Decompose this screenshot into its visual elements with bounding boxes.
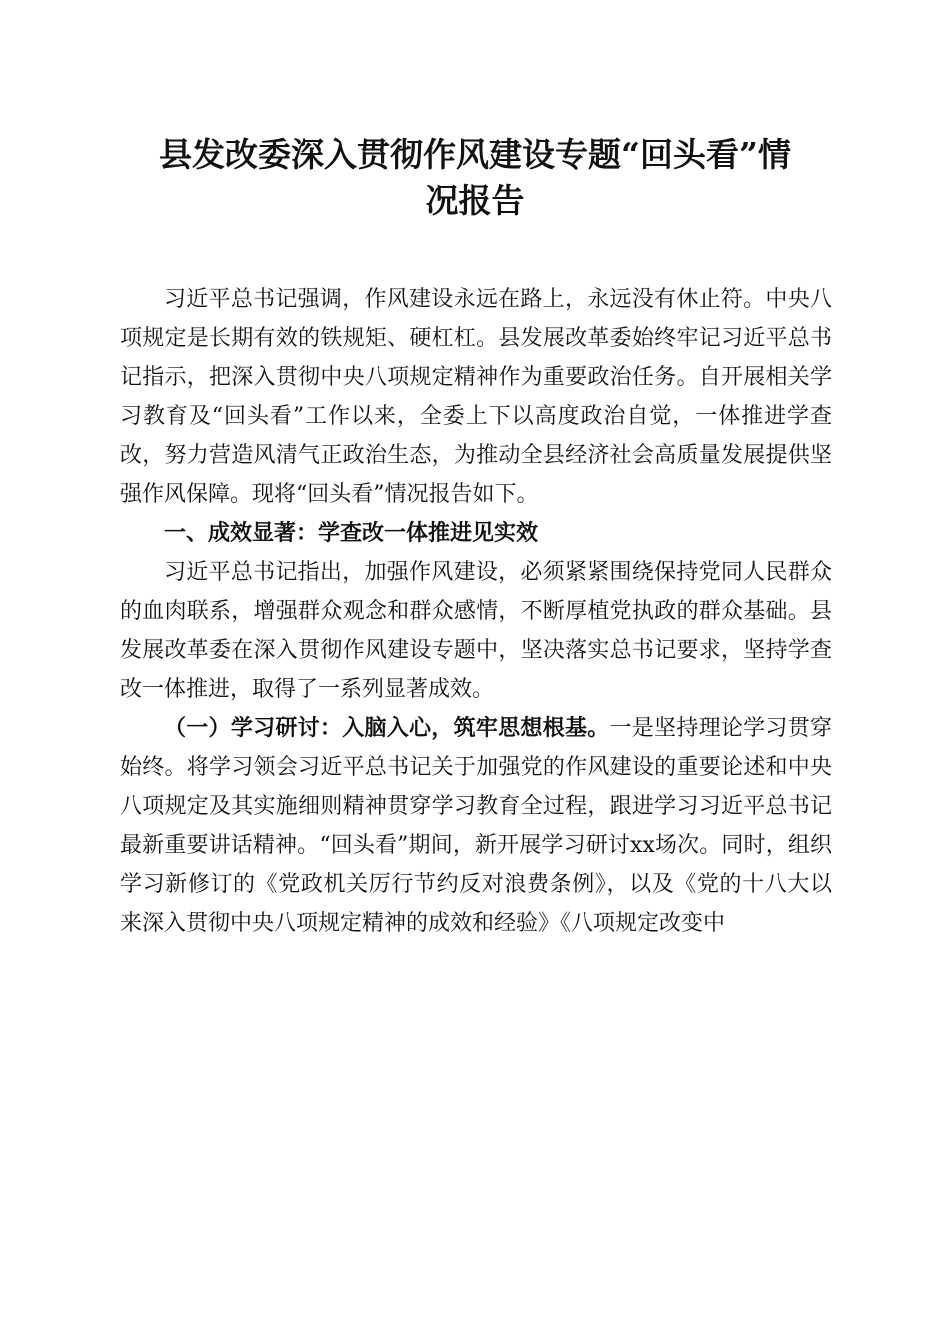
- document-body: [120, 280, 832, 943]
- subsection-1-paragraph: [120, 709, 832, 943]
- intro-paragraph: 习近平总书记强调，作风建设永远在路上，永远没有休止符。中央八项规定是长期有效的铁规矩、硬杠杠。县发展改革委始终牢记习近平总书记指示，把深入贯彻中央八项规定精神作为重要政治任务。自开展相关学习教育及“回头看”工作以来，全委上下以高度政治自觉，一体推进学查改，努力营造风清气正政治生态，为推动全县经济社会高质量发展提供坚强作风保障。现将“回头看”情况报告如下。: [120, 287, 832, 507]
- section-1-paragraph: 习近平总书记指出，加强作风建设，必须紧紧围绕保持党同人民群众的血肉联系，增强群众观念和群众感情，不断厚植党执政的群众基础。县发展改革委在深入贯彻作风建设专题中，坚决落实总书记要求，坚持学查改一体推进，取得了一系列显著成效。: [120, 560, 832, 702]
- title-line-2: 况报告: [425, 181, 525, 220]
- document-title: [100, 132, 850, 224]
- subsection-1-body: 一是坚持理论学习贯穿始终。将学习领会习近平总书记关于加强党的作风建设的重要论述和中央八项规定及其实施细则精神贯穿学习教育全过程，跟进学习习近平总书记最新重要讲话精神。“回头看”期间，新开展学习研讨xx场次。同时，组织学习新修订的《党政机关厉行节约反对浪费条例》，以及《党的十八大以来深入贯彻中央八项规定精神的成效和经验》《八项规定改变中: [120, 716, 832, 936]
- section-heading-1: 一、成效显著：学查改一体推进见实效: [164, 521, 539, 546]
- subsection-heading-1: （一）学习研讨：入脑入心，筑牢思想根基。: [164, 715, 610, 741]
- title-line-1: 县发改委深入贯彻作风建设专题“回头看”情: [159, 135, 791, 174]
